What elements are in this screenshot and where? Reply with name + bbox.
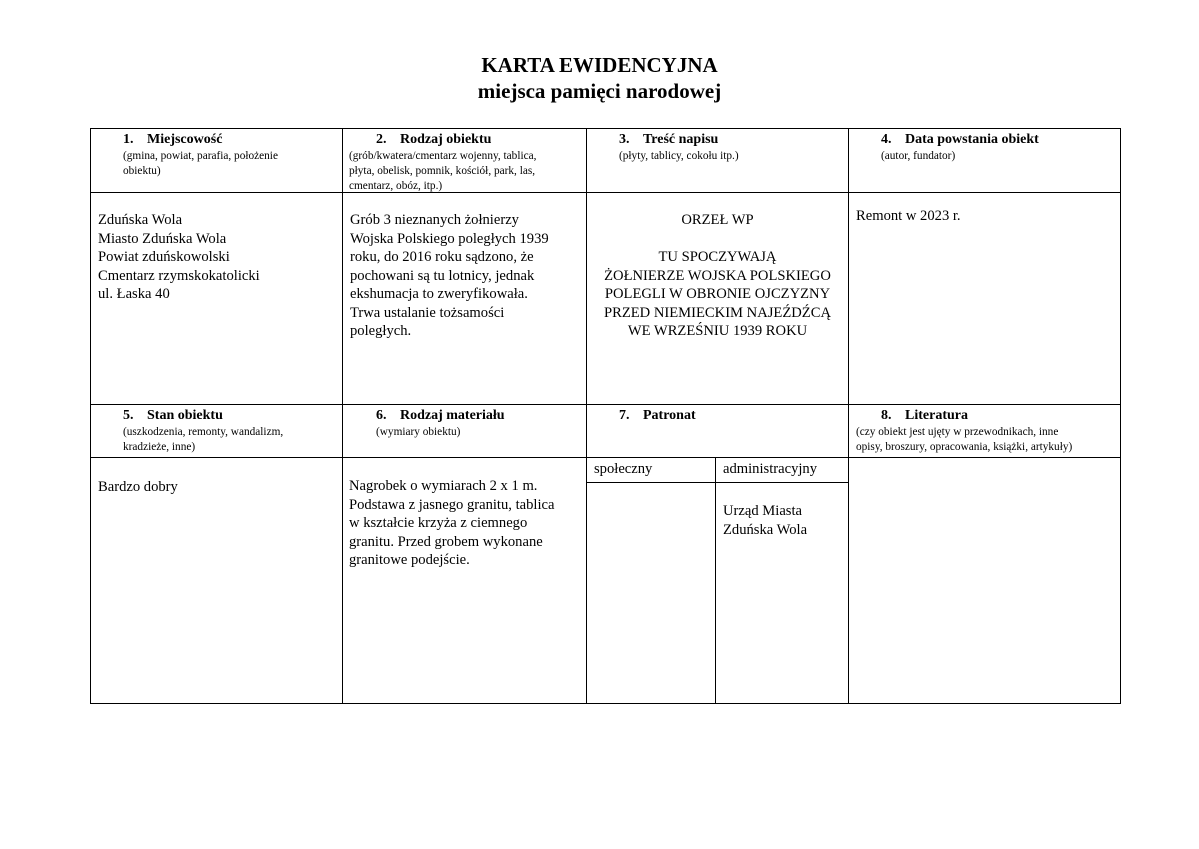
- content-line: roku, do 2016 roku sądzono, że: [350, 249, 534, 265]
- header-subtitle-line: kradzieże, inne): [123, 441, 196, 453]
- content-miejscowosc: [98, 211, 338, 304]
- content-literatura: [849, 458, 1120, 703]
- header-literatura: [856, 407, 1118, 455]
- content-tresc-napisu: [587, 211, 848, 341]
- content-line: pochowani są tu lotnicy, jednak: [350, 267, 535, 284]
- content-rodzaj-obiektu: [350, 211, 582, 341]
- content-line: Remont w 2023 r.: [856, 208, 961, 224]
- patronat-sub-divider: [586, 482, 849, 483]
- header-subtitle: [123, 425, 338, 455]
- row1-header-divider: [90, 192, 1121, 193]
- content-line: Podstawa z jasnego granitu, tablica: [349, 496, 555, 513]
- content-line: Cmentarz rzymskokatolicki: [98, 267, 260, 284]
- title-line-2: miejsca pamięci narodowej: [477, 79, 722, 103]
- inscription-line: ŻOŁNIERZE WOJSKA POLSKIEGO: [604, 267, 831, 284]
- header-subtitle: [856, 425, 1118, 455]
- content-line: Grób 3 nieznanych żołnierzy: [350, 212, 519, 228]
- header-label: Patronat: [643, 408, 696, 423]
- inscription-blank-line: [587, 230, 848, 249]
- patronat-spoleczny-label: społeczny: [594, 461, 653, 477]
- page-title: [0, 52, 1199, 104]
- header-rodzaj-materialu: [376, 407, 581, 440]
- table-right-border: [1120, 128, 1121, 704]
- column-divider-1: [342, 128, 343, 704]
- header-number: 5.: [123, 408, 134, 423]
- content-line: w kształcie krzyża z ciemnego: [349, 515, 528, 531]
- header-number: 6.: [376, 408, 387, 423]
- content-line: Urząd Miasta: [723, 503, 803, 519]
- header-label: Rodzaj obiektu: [400, 132, 492, 147]
- content-line: ul. Łaska 40: [98, 286, 170, 302]
- content-line: Zduńska Wola: [723, 521, 808, 538]
- header-tresc-napisu: [619, 131, 844, 164]
- patronat-column-divider: [715, 457, 716, 704]
- header-stan-obiektu: [123, 407, 338, 455]
- header-subtitle: [619, 149, 844, 164]
- patronat-administracyjny-value: [723, 502, 845, 539]
- header-label: Miejscowość: [147, 132, 223, 147]
- header-label: Stan obiektu: [147, 408, 223, 423]
- header-subtitle-line: obiektu): [123, 165, 161, 177]
- row-divider: [90, 404, 1121, 405]
- header-number: 7.: [619, 408, 630, 423]
- header-subtitle-line: (płyty, tablicy, cokołu itp.): [619, 150, 739, 162]
- header-subtitle: [123, 149, 338, 179]
- content-line: granitu. Przed grobem wykonane: [349, 533, 543, 550]
- header-number: 2.: [376, 132, 387, 147]
- header-number: 8.: [881, 408, 892, 423]
- inscription-line: TU SPOCZYWAJĄ: [658, 249, 777, 265]
- table-bottom-border: [90, 703, 1121, 704]
- header-label: Treść napisu: [643, 132, 719, 147]
- content-line: granitowe podejście.: [349, 552, 470, 568]
- header-subtitle-line: (wymiary obiektu): [376, 426, 461, 438]
- header-number: 3.: [619, 132, 630, 147]
- content-rodzaj-materialu: [349, 477, 583, 570]
- header-subtitle-line: (autor, fundator): [881, 150, 956, 162]
- inscription-line: WE WRZEŚNIU 1939 ROKU: [627, 323, 808, 339]
- title-line-1: KARTA EWIDENCYJNA: [481, 53, 718, 77]
- content-line: Nagrobek o wymiarach 2 x 1 m.: [349, 478, 538, 494]
- header-subtitle: [881, 149, 1116, 164]
- content-line: Powiat zduńskowolski: [98, 249, 230, 265]
- header-subtitle-line: cmentarz, obóz, itp.): [349, 180, 443, 192]
- header-subtitle-line: płyta, obelisk, pomnik, kościół, park, las,: [349, 165, 536, 177]
- header-subtitle: [349, 149, 584, 194]
- header-patronat: [619, 407, 844, 424]
- header-subtitle: [376, 425, 581, 440]
- content-line: poległych.: [350, 323, 412, 339]
- header-subtitle-line: (uszkodzenia, remonty, wandalizm,: [123, 426, 284, 438]
- content-data-powstania: [856, 207, 1116, 226]
- table-left-border: [90, 128, 91, 704]
- header-subtitle-line: (czy obiekt jest ujęty w przewodnikach, inne: [856, 426, 1059, 438]
- inscription-line: PRZED NIEMIECKIM NAJEŹDŹCĄ: [603, 304, 831, 321]
- content-line: Trwa ustalanie tożsamości: [350, 304, 505, 321]
- content-line: ekshumacja to zweryfikowała.: [350, 286, 528, 302]
- content-stan-obiektu: [98, 478, 338, 497]
- header-number: 1.: [123, 132, 134, 147]
- header-subtitle-line: (gmina, powiat, parafia, położenie: [123, 150, 278, 162]
- content-line: Miasto Zduńska Wola: [98, 230, 227, 247]
- inscription-line: ORZEŁ WP: [681, 212, 754, 228]
- header-number: 4.: [881, 132, 892, 147]
- inscription-line: POLEGLI W OBRONIE OJCZYZNY: [604, 286, 831, 302]
- header-label: Literatura: [905, 408, 968, 423]
- patronat-administracyjny-label: administracyjny: [723, 461, 818, 477]
- table-top-border: [90, 128, 1121, 129]
- content-line: Bardzo dobry: [98, 479, 178, 495]
- header-miejscowosc: [123, 131, 338, 179]
- header-label: Data powstania obiekt: [905, 132, 1039, 147]
- header-subtitle-line: opisy, broszury, opracowania, książki, artykuły): [856, 441, 1073, 453]
- header-rodzaj-obiektu: [349, 131, 584, 194]
- header-data-powstania: [881, 131, 1116, 164]
- content-line: Zduńska Wola: [98, 212, 183, 228]
- header-label: Rodzaj materiału: [400, 408, 505, 423]
- content-line: Wojska Polskiego poległych 1939: [350, 230, 549, 247]
- header-subtitle-line: (grób/kwatera/cmentarz wojenny, tablica,: [349, 150, 537, 162]
